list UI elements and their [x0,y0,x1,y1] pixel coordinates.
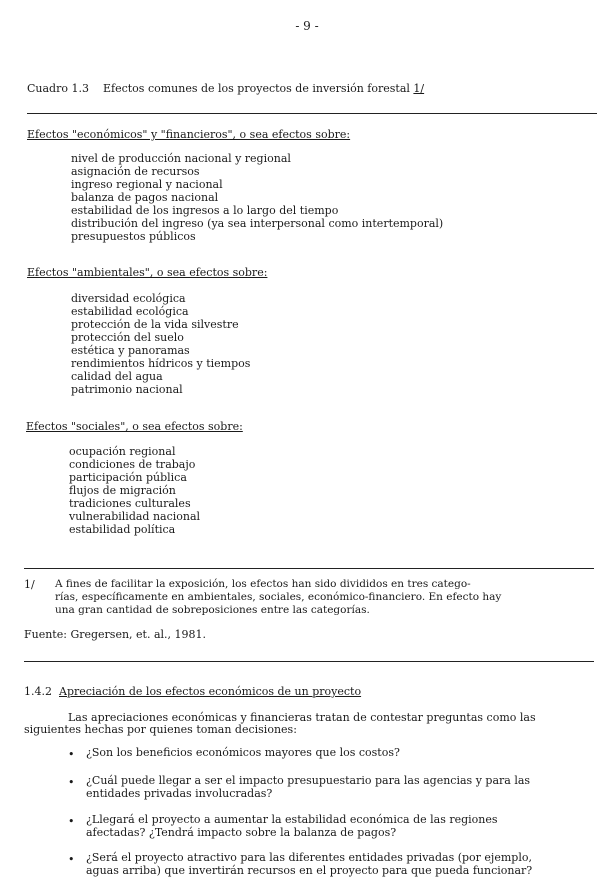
list-item: vulnerabilidad nacional [69,510,201,523]
list-item: rendimientos hídricos y tiempos [71,357,251,370]
section-number: 1.4.2 [24,685,52,698]
list-item: ocupación regional [69,445,176,458]
section-title: Apreciación de los efectos económicos de un proyecto [59,685,362,698]
page-number: - 9 - [295,19,319,33]
table-title: Efectos comunes de los proyectos de inversión forestal [102,82,410,95]
economic-effects-heading: Efectos "económicos" y "financieros", o sea efectos sobre: [27,128,351,141]
list-item: ingreso regional y nacional [71,178,223,191]
list-item: estabilidad ecológica [71,305,189,318]
list-item: patrimonio nacional [71,383,183,396]
bullet-icon: • [68,815,75,828]
list-item: estabilidad política [69,523,176,536]
bullet-icon: • [68,853,75,866]
question-line: ¿Son los beneficios económicos mayores que los costos? [86,746,400,759]
question-line: afectadas? ¿Tendrá impacto sobre la balanza de pagos? [86,826,397,839]
list-item: diversidad ecológica [71,292,186,305]
intro-line: siguientes hechas por quienes toman decisiones: [24,723,297,736]
list-item: nivel de producción nacional y regional [71,152,291,165]
list-item: estética y panoramas [71,344,190,357]
table-footnote-ref: 1/ [413,82,425,95]
footnote-line: rías, específicamente en ambientales, sociales, económico-financiero. En efecto hay [55,591,502,603]
question-line: ¿Será el proyecto atractivo para las diferentes entidades privadas (por ejemplo, [86,851,532,864]
bullet-icon: • [68,776,75,789]
list-item: condiciones de trabajo [69,458,196,471]
list-item: protección de la vida silvestre [71,318,239,331]
social-effects-list [69,445,200,536]
list-item: participación pública [69,471,187,484]
footnote-rule [24,568,594,569]
list-item: presupuestos públicos [71,230,196,243]
list-item: calidad del agua [71,370,163,383]
environmental-effects-heading: Efectos "ambientales", o sea efectos sobre: [27,266,268,279]
list-item: balanza de pagos nacional [71,191,219,204]
table-top-rule [27,113,597,114]
list-item: distribución del ingreso (ya sea interpersonal como intertemporal) [71,217,444,230]
table-caption [27,82,424,95]
table-label: Cuadro 1.3 [27,82,89,95]
list-item: estabilidad de los ingresos a lo largo del tiempo [71,204,339,217]
table-bottom-rule [24,661,594,662]
footnote-marker: 1/ [24,578,35,591]
social-effects-heading: Efectos "sociales", o sea efectos sobre: [26,420,243,433]
economic-effects-list [71,152,443,243]
bullet-icon: • [68,748,75,761]
list-item: asignación de recursos [71,165,200,178]
question-line: ¿Llegará el proyecto a aumentar la estabilidad económica de las regiones [86,813,498,826]
environmental-effects-list [71,292,250,396]
footnote-line: una gran cantidad de sobreposiciones entre las categorías. [55,604,370,616]
list-item: tradiciones culturales [69,497,191,510]
list-item: flujos de migración [69,484,176,497]
footnote-line: A fines de facilitar la exposición, los efectos han sido divididos en tres catego- [55,578,471,590]
source-citation: Fuente: Gregersen, et. al., 1981. [24,628,207,641]
intro-line: Las apreciaciones económicas y financieras tratan de contestar preguntas como las [68,711,536,724]
question-line: ¿Cuál puede llegar a ser el impacto presupuestario para las agencias y para las [86,774,531,787]
question-line: aguas arriba) que invertirán recursos en el proyecto para que pueda funcionar? [86,864,533,877]
question-line: entidades privadas involucradas? [86,787,273,800]
list-item: protección del suelo [71,331,184,344]
section-heading [24,685,361,698]
